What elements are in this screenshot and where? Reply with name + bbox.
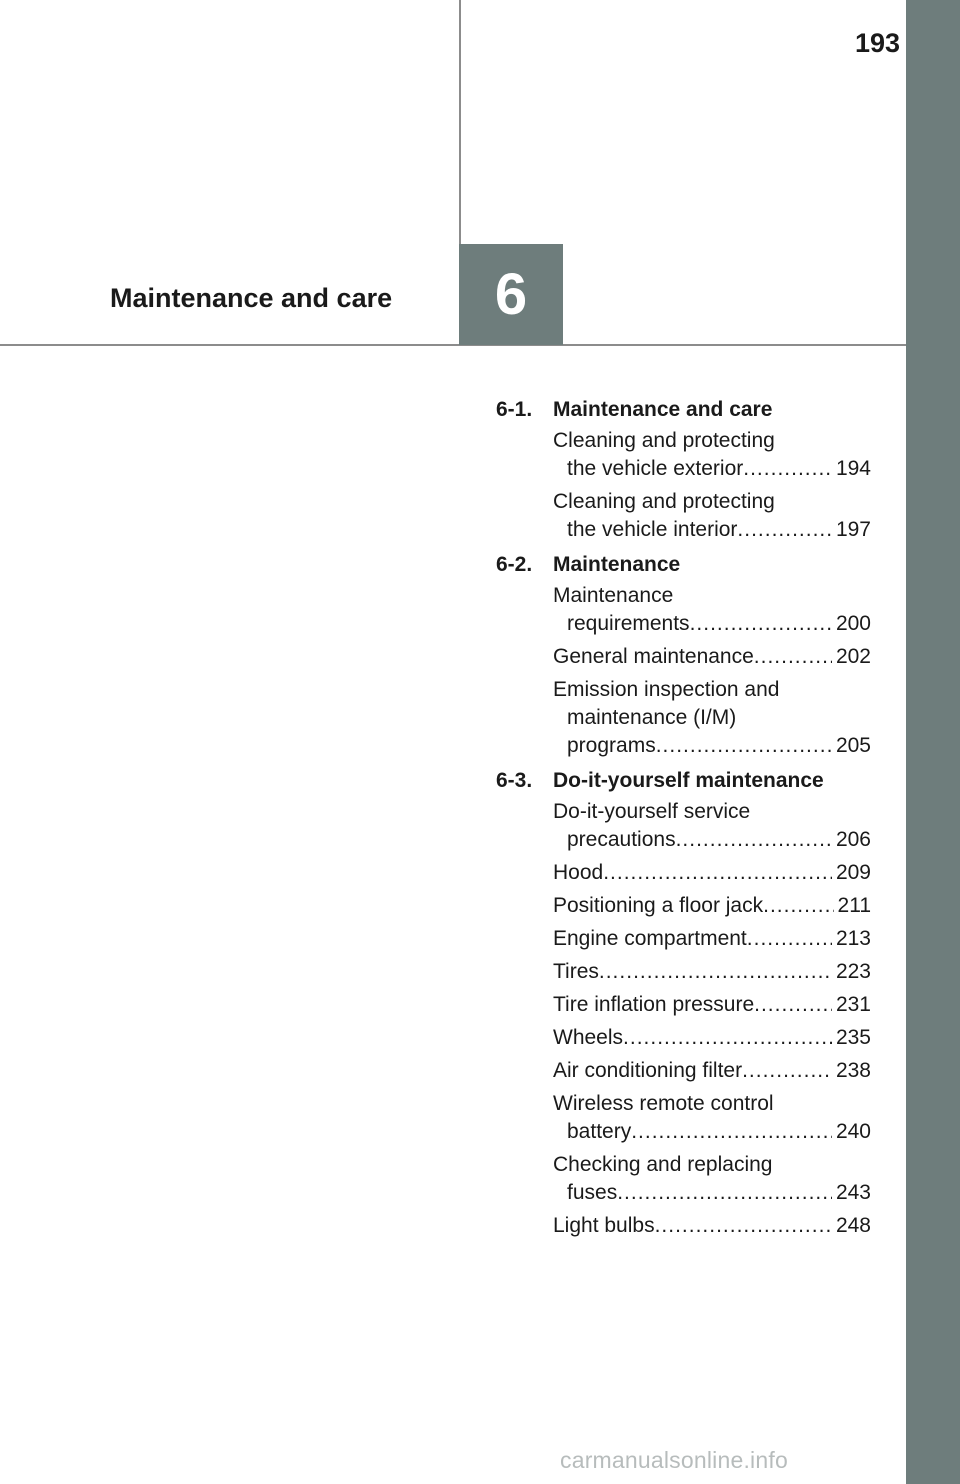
- toc-entry-text: Checking and replacing: [553, 1153, 773, 1176]
- toc-section-heading[interactable]: [496, 551, 871, 579]
- dot-leader: [763, 892, 833, 920]
- toc-entry-text: Do-it-yourself service: [553, 800, 751, 823]
- toc-page-number: 202: [835, 645, 871, 668]
- toc-page-number: 209: [835, 861, 871, 884]
- toc-section: [496, 551, 871, 760]
- toc-entry-text: fuses: [567, 1181, 618, 1204]
- dot-leader: [655, 1212, 832, 1240]
- toc-section-heading[interactable]: [496, 767, 871, 795]
- toc-entry-text: requirements: [567, 612, 690, 635]
- dot-leader: [690, 610, 832, 638]
- dot-leader: [742, 1057, 832, 1085]
- toc-page-number: 235: [835, 1026, 871, 1049]
- toc-page-number: 231: [835, 993, 871, 1016]
- chapter-side-tab: [906, 0, 960, 1484]
- table-of-contents: [496, 396, 871, 1247]
- toc-entry[interactable]: [553, 798, 871, 854]
- toc-entry[interactable]: [553, 1212, 871, 1240]
- dot-leader: [676, 826, 832, 854]
- toc-section-number: 6-1.: [496, 398, 533, 421]
- toc-section: [496, 396, 871, 544]
- toc-page-number: 211: [837, 894, 871, 917]
- toc-entry-text: General maintenance: [553, 645, 754, 668]
- chapter-number: 6: [494, 262, 528, 327]
- toc-entry-text: Engine compartment: [553, 927, 747, 950]
- toc-entry[interactable]: [553, 1090, 871, 1146]
- toc-entry[interactable]: [553, 427, 871, 483]
- toc-section-heading[interactable]: [496, 396, 871, 424]
- toc-page-number: 223: [835, 960, 871, 983]
- toc-entry[interactable]: [553, 643, 871, 671]
- dot-leader: [631, 1118, 832, 1146]
- toc-entry[interactable]: [553, 1057, 871, 1085]
- toc-section: [496, 767, 871, 1240]
- toc-entry-text: Cleaning and protecting: [553, 429, 775, 452]
- horizontal-divider: [0, 344, 906, 346]
- toc-entry-text: Cleaning and protecting: [553, 490, 775, 513]
- toc-page-number: 206: [835, 828, 871, 851]
- watermark: carmanualsonline.info: [560, 1447, 788, 1473]
- toc-entry-text: Air conditioning filter: [553, 1059, 743, 1082]
- toc-page-number: 200: [835, 612, 871, 635]
- toc-page-number: 197: [835, 518, 871, 541]
- toc-entry[interactable]: [553, 676, 871, 760]
- toc-section-number: 6-2.: [496, 553, 533, 576]
- dot-leader: [747, 925, 832, 953]
- vertical-divider: [459, 0, 461, 245]
- toc-entry[interactable]: [553, 1024, 871, 1052]
- dot-leader: [737, 516, 832, 544]
- toc-entry[interactable]: [553, 582, 871, 638]
- toc-entry-text: the vehicle exterior: [567, 457, 744, 480]
- toc-entry-text: maintenance (I/M): [567, 706, 737, 729]
- toc-entry[interactable]: [553, 859, 871, 887]
- toc-entry-text: Wheels: [553, 1026, 624, 1049]
- toc-section-title: Maintenance: [553, 553, 681, 576]
- toc-entry-text: precautions: [567, 828, 676, 851]
- toc-page-number: 205: [835, 734, 871, 757]
- toc-entry[interactable]: [553, 958, 871, 986]
- toc-entry-text: Wireless remote control: [553, 1092, 774, 1115]
- toc-entry[interactable]: [553, 892, 871, 920]
- toc-entry-text: Positioning a floor jack: [553, 894, 764, 917]
- chapter-title: Maintenance and care: [110, 283, 393, 313]
- toc-entry-text: Tires: [553, 960, 599, 983]
- toc-section-title: Maintenance and care: [553, 398, 773, 421]
- toc-entry-text: programs: [567, 734, 656, 757]
- dot-leader: [599, 958, 832, 986]
- dot-leader: [656, 732, 832, 760]
- page-number: 193: [854, 28, 900, 58]
- chapter-number-box: [459, 244, 563, 345]
- toc-entry-text: Light bulbs: [553, 1214, 655, 1237]
- toc-entry-text: battery: [567, 1120, 632, 1143]
- toc-entry-text: Tire inflation pressure: [553, 993, 755, 1016]
- toc-entry-text: Maintenance: [553, 584, 674, 607]
- toc-entry-text: Hood: [553, 861, 604, 884]
- toc-entry[interactable]: [553, 1151, 871, 1207]
- toc-entry[interactable]: [553, 488, 871, 544]
- toc-page-number: 194: [835, 457, 871, 480]
- toc-section-title: Do-it-yourself maintenance: [553, 769, 824, 792]
- toc-entry[interactable]: [553, 925, 871, 953]
- toc-page-number: 248: [835, 1214, 871, 1237]
- dot-leader: [754, 643, 832, 671]
- toc-entry-text: Emission inspection and: [553, 678, 780, 701]
- toc-section-number: 6-3.: [496, 769, 533, 792]
- toc-page-number: 213: [835, 927, 871, 950]
- toc-entry-text: the vehicle interior: [567, 518, 738, 541]
- dot-leader: [623, 1024, 832, 1052]
- toc-page-number: 240: [835, 1120, 871, 1143]
- toc-page-number: 238: [835, 1059, 871, 1082]
- dot-leader: [743, 455, 832, 483]
- toc-page-number: 243: [835, 1181, 871, 1204]
- dot-leader: [617, 1179, 832, 1207]
- dot-leader: [603, 859, 832, 887]
- dot-leader: [754, 991, 832, 1019]
- toc-entry[interactable]: [553, 991, 871, 1019]
